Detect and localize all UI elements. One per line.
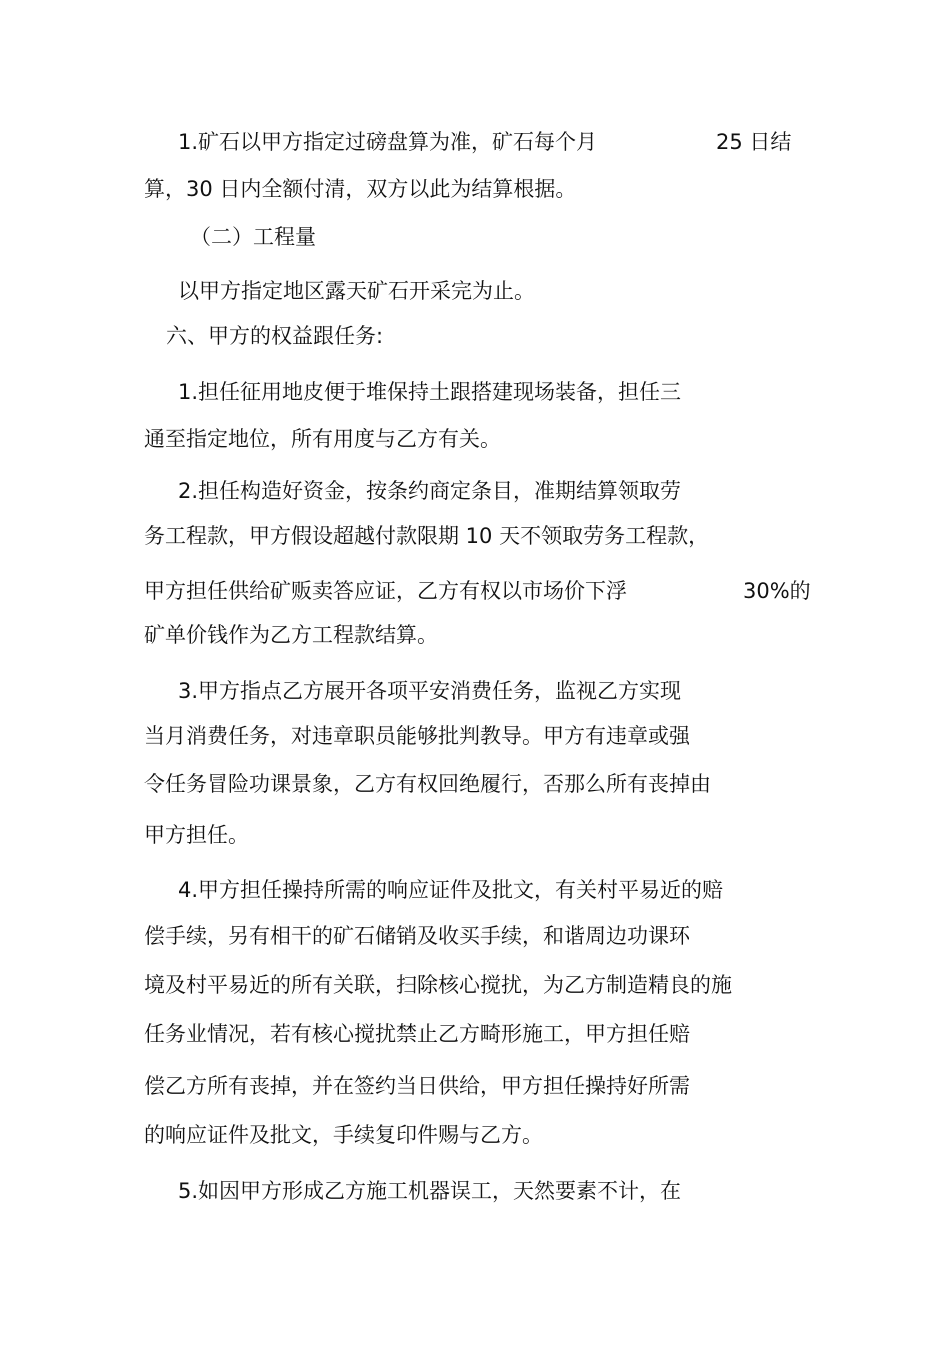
p1-line-1-date: 25 日结 [716, 130, 792, 154]
quantity-text: 以甲方指定地区露天矿石开采完为止。 [178, 279, 535, 303]
item4-line-1: 4.甲方担任操持所需的响应证件及批文，有关村平易近的赔 [178, 878, 724, 902]
p1-line-1 [178, 128, 597, 156]
item2-line-2: 务工程款，甲方假设超越付款限期 10 天不领取劳务工程款， [144, 524, 710, 548]
item2-line-1: 2.担任构造好资金，按条约商定条目，准期结算领取劳 [178, 479, 682, 503]
item4-line-6: 的响应证件及批文，手续复印件赐与乙方。 [144, 1123, 543, 1147]
heading-six: 六、甲方的权益跟任务: [166, 324, 384, 348]
heading-quantity: （二）工程量 [190, 225, 316, 249]
item2-line-3: 甲方担任供给矿贩卖答应证，乙方有权以市场价下浮 [144, 579, 627, 603]
item2-line-4: 矿单价钱作为乙方工程款结算。 [144, 623, 438, 647]
item3-line-1: 3.甲方指点乙方展开各项平安消费任务，监视乙方实现 [178, 679, 682, 703]
item3-line-2: 当月消费任务，对违章职员能够批判教导。甲方有违章或强 [144, 724, 690, 748]
item3-line-4: 甲方担任。 [144, 823, 249, 847]
item1-line-1: 1.担任征用地皮便于堆保持土跟搭建现场装备，担任三 [178, 380, 682, 404]
item4-line-4: 任务业情况，若有核心搅扰禁止乙方畸形施工，甲方担任赔 [144, 1022, 690, 1046]
item3-line-3: 令任务冒险功课景象，乙方有权回绝履行，否那么所有丧掉由 [144, 772, 711, 796]
item1-line-2: 通至指定地位，所有用度与乙方有关。 [144, 427, 501, 451]
item5-line-1: 5.如因甲方形成乙方施工机器误工，天然要素不计，在 [178, 1179, 682, 1203]
item2-line-3-percent: 30%的 [743, 579, 811, 603]
p1-line-2: 算，30 日内全额付清，双方以此为结算根据。 [144, 177, 577, 201]
item4-line-2: 偿手续，另有相干的矿石储销及收买手续，和谐周边功课环 [144, 924, 690, 948]
item4-line-5: 偿乙方所有丧掉，并在签约当日供给，甲方担任操持好所需 [144, 1074, 690, 1098]
p1-line-1-text: 1.矿石以甲方指定过磅盘算为准，矿石每个月 [178, 130, 598, 154]
item4-line-3: 境及村平易近的所有关联，扫除核心搅扰，为乙方制造精良的施 [144, 973, 732, 997]
